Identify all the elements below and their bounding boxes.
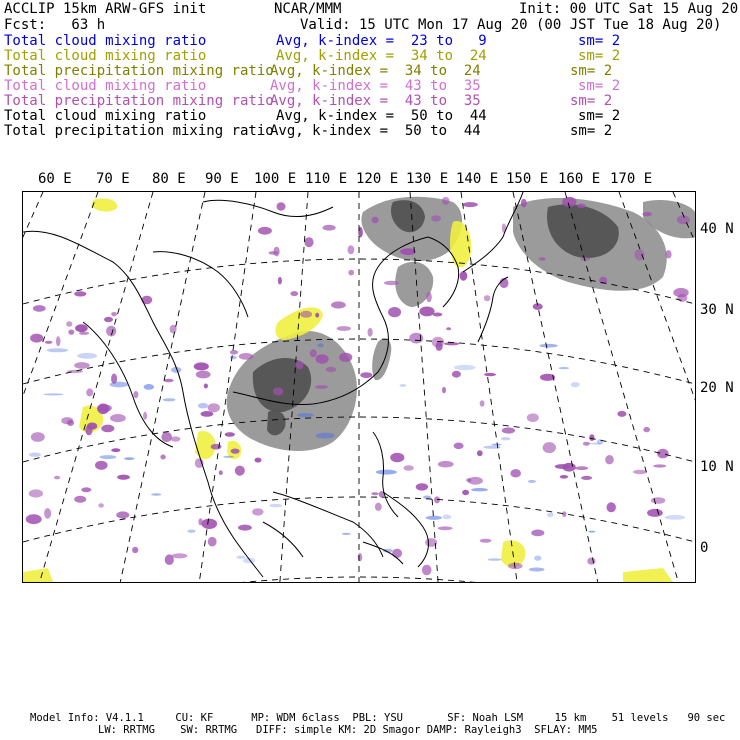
- purple-cell: [416, 483, 428, 490]
- purple-cell: [438, 526, 453, 530]
- purple-cell: [160, 455, 165, 460]
- lon-label: 120 E: [356, 171, 399, 187]
- blue-streak: [547, 513, 554, 518]
- coastline-11: [153, 252, 248, 317]
- purple-cell: [677, 215, 690, 224]
- purple-cell: [211, 444, 222, 450]
- purple-cell: [665, 250, 671, 258]
- purple-cell: [326, 367, 337, 372]
- yellow-patch-5: [91, 198, 117, 211]
- purple-cell: [403, 465, 413, 471]
- purple-cell: [371, 492, 378, 495]
- purple-cell: [111, 312, 117, 316]
- purple-cell: [477, 450, 483, 456]
- legend-sm-6: sm= 2: [570, 123, 613, 139]
- lon-label: 130 E: [406, 171, 449, 187]
- purple-cell: [204, 384, 208, 389]
- purple-cell: [208, 537, 217, 547]
- purple-cell: [647, 509, 663, 517]
- yellow-patch-7: [623, 568, 673, 582]
- blue-streak: [198, 403, 208, 409]
- meridian-line-12: [673, 192, 695, 582]
- purple-cell: [196, 371, 211, 379]
- purple-cell: [531, 530, 544, 537]
- purple-cell: [198, 518, 202, 525]
- blue-streak: [110, 382, 129, 388]
- purple-cell: [208, 403, 220, 412]
- blue-streak: [426, 516, 442, 520]
- purple-cell: [273, 387, 284, 395]
- purple-cell: [315, 385, 328, 389]
- lon-label: 110 E: [305, 171, 348, 187]
- purple-cell: [29, 489, 43, 497]
- blue-streak: [529, 568, 545, 572]
- purple-cell: [502, 427, 515, 433]
- purple-cell: [255, 458, 262, 463]
- purple-cell: [653, 464, 666, 467]
- legend-sm-5: sm= 2: [578, 108, 621, 124]
- init-time: Init: 00 UTC Sat 15 Aug 20: [519, 1, 739, 17]
- blue-streak: [43, 393, 64, 395]
- purple-cell: [45, 341, 53, 344]
- purple-cell: [587, 558, 595, 565]
- purple-cell: [462, 490, 469, 495]
- purple-cell: [560, 475, 568, 479]
- purple-cell: [433, 313, 443, 317]
- blue-streak: [665, 515, 686, 520]
- purple-cell: [642, 212, 652, 216]
- legend-avg-3: Avg, k-index = 43 to 35: [270, 78, 481, 94]
- purple-cell: [274, 247, 280, 257]
- lat-label: 40 N: [700, 221, 734, 237]
- blue-streak: [124, 457, 134, 460]
- purple-cell: [484, 373, 496, 376]
- purple-cell: [68, 330, 74, 335]
- blue-streak: [399, 384, 406, 387]
- blue-streak: [187, 530, 195, 533]
- blue-streak: [316, 433, 335, 439]
- purple-cell: [358, 553, 363, 561]
- purple-cell: [562, 511, 566, 517]
- purple-cell: [79, 332, 89, 335]
- blue-streak: [442, 515, 451, 520]
- purple-cell: [583, 442, 590, 446]
- blue-streak: [47, 348, 69, 352]
- purple-cell: [101, 425, 114, 433]
- blue-streak: [151, 493, 161, 495]
- legend-field-2: Total precipitation mixing ratio: [4, 63, 274, 79]
- purple-cell: [442, 387, 446, 393]
- purple-cell: [258, 227, 272, 235]
- purple-cell: [31, 432, 45, 442]
- purple-cell: [392, 549, 402, 558]
- purple-cell: [575, 466, 588, 470]
- purple-cell: [419, 307, 434, 317]
- purple-cell: [442, 197, 450, 205]
- legend-field-5: Total cloud mixing ratio: [4, 108, 207, 124]
- purple-cell: [510, 469, 521, 477]
- coastline-10: [203, 200, 333, 216]
- purple-cell: [238, 525, 252, 531]
- lat-label: 0: [700, 540, 709, 556]
- purple-cell: [310, 349, 317, 357]
- purple-cell: [225, 432, 235, 437]
- legend-sm-2: sm= 2: [570, 63, 613, 79]
- purple-cell: [431, 215, 441, 221]
- coastline-12: [263, 522, 303, 557]
- purple-cell: [589, 434, 594, 441]
- purple-cell: [577, 204, 586, 208]
- purple-cell: [95, 461, 108, 470]
- blue-streak: [317, 343, 323, 347]
- purple-cell: [480, 539, 492, 543]
- purple-cell: [219, 470, 223, 475]
- valid-time: Valid: 15 UTC Mon 17 Aug 20 (00 JST Tue 18 Aug 20): [300, 17, 722, 33]
- purple-cell: [422, 565, 432, 576]
- purple-cell: [117, 475, 130, 480]
- purple-cell: [132, 547, 138, 553]
- purple-cell: [643, 427, 650, 432]
- model-info-line1: Model Info: V4.1.1 CU: KF MP: WDM 6class PBL: YSU SF: Noah LSM 15 km 51 levels 90 sec: [30, 712, 726, 724]
- purple-cell: [252, 508, 263, 515]
- blue-streak: [144, 384, 154, 390]
- model-info-line2: LW: RRTMG SW: RRTMG DIFF: simple KM: 2D Smagor DAMP: Rayleigh3 SFLAY: MM5: [98, 724, 598, 736]
- purple-cell: [466, 478, 471, 482]
- legend-sm-1: sm= 2: [578, 48, 621, 64]
- purple-cell: [296, 361, 304, 370]
- meridian-line-3: [120, 192, 205, 582]
- purple-cell: [75, 324, 88, 332]
- forecast-hour: Fcst: 63 h: [4, 17, 106, 33]
- purple-cell: [143, 412, 147, 420]
- blue-streak: [236, 556, 245, 559]
- purple-cell: [339, 353, 352, 362]
- purple-cell: [581, 476, 592, 480]
- blue-streak: [471, 488, 488, 491]
- purple-cell: [508, 563, 523, 569]
- purple-cell: [657, 449, 669, 459]
- blue-streak: [29, 453, 41, 457]
- purple-cell: [116, 511, 129, 518]
- lon-label: 170 E: [610, 171, 653, 187]
- blue-streak: [534, 556, 541, 561]
- lon-label: 60 E: [38, 171, 72, 187]
- legend-avg-4: Avg, k-index = 43 to 35: [270, 93, 481, 109]
- lon-label: 140 E: [456, 171, 499, 187]
- blue-streak: [342, 533, 351, 535]
- purple-cell: [348, 245, 355, 254]
- purple-cell: [74, 362, 90, 369]
- purple-cell: [172, 553, 188, 558]
- purple-cell: [543, 442, 556, 453]
- purple-cell: [230, 350, 238, 355]
- blue-streak: [100, 455, 117, 459]
- purple-cell: [141, 296, 152, 305]
- yellow-patch-6: [23, 568, 53, 582]
- purple-cell: [360, 372, 372, 378]
- yellow-patch-1: [450, 221, 471, 267]
- purple-cell: [527, 413, 539, 422]
- weather-map: [22, 191, 696, 583]
- purple-cell: [104, 317, 113, 322]
- blue-streak: [539, 344, 557, 348]
- blue-streak: [230, 356, 237, 359]
- purple-cell: [460, 271, 468, 281]
- purple-cell: [463, 202, 478, 207]
- coastline-0: [23, 231, 208, 482]
- purple-cell: [98, 503, 104, 507]
- blue-streak: [163, 398, 176, 401]
- purple-cell: [235, 466, 245, 476]
- purple-cell: [56, 336, 61, 346]
- purple-cell: [290, 291, 298, 296]
- purple-cell: [388, 307, 401, 317]
- blue-streak: [297, 413, 314, 417]
- blue-streak: [223, 456, 234, 458]
- purple-cell: [165, 554, 174, 565]
- purple-cell: [231, 449, 240, 454]
- purple-cell: [539, 257, 546, 260]
- legend-field-4: Total precipitation mixing ratio: [4, 93, 274, 109]
- purple-cell: [337, 326, 351, 331]
- purple-cell: [239, 353, 254, 360]
- blue-streak: [501, 437, 511, 440]
- blue-streak: [488, 558, 502, 560]
- purple-cell: [110, 414, 126, 422]
- purple-cell: [86, 388, 93, 396]
- legend-sm-3: sm= 2: [578, 78, 621, 94]
- meridian-line-8: [461, 192, 517, 582]
- purple-cell: [480, 400, 485, 406]
- purple-cell: [409, 333, 423, 344]
- legend-avg-0: Avg, k-index = 23 to 9: [276, 33, 487, 49]
- lat-label: 30 N: [700, 302, 734, 318]
- coastline-1: [208, 482, 263, 577]
- legend-avg-6: Avg, k-index = 50 to 44: [270, 123, 481, 139]
- purple-cell: [316, 354, 329, 364]
- purple-cell: [66, 321, 72, 327]
- purple-cell: [331, 301, 346, 308]
- purple-cell: [194, 362, 209, 370]
- lon-label: 80 E: [152, 171, 186, 187]
- purple-cell: [484, 295, 491, 301]
- purple-cell: [33, 305, 46, 312]
- purple-cell: [133, 391, 138, 398]
- purple-cell: [375, 503, 382, 511]
- purple-cell: [390, 453, 404, 462]
- purple-cell: [74, 496, 86, 503]
- blue-streak: [528, 480, 536, 483]
- purple-cell: [372, 217, 379, 224]
- lon-label: 90 E: [205, 171, 239, 187]
- purple-cell: [368, 328, 373, 337]
- blue-streak: [571, 382, 580, 387]
- blue-streak: [590, 443, 602, 445]
- purple-cell: [617, 411, 626, 417]
- blue-streak: [376, 470, 397, 475]
- blue-streak: [454, 365, 476, 370]
- blue-streak: [558, 367, 569, 369]
- purple-cell: [164, 379, 174, 383]
- legend-sm-0: sm= 2: [578, 33, 621, 49]
- lon-label: 160 E: [558, 171, 601, 187]
- blue-streak: [269, 504, 282, 507]
- purple-cell: [26, 514, 42, 524]
- purple-cell: [30, 334, 43, 343]
- blue-streak: [491, 444, 501, 446]
- purple-cell: [452, 371, 461, 378]
- purple-cell: [677, 294, 687, 302]
- purple-cell: [400, 248, 416, 255]
- legend-field-6: Total precipitation mixing ratio: [4, 123, 274, 139]
- purple-cell: [651, 497, 665, 504]
- lat-label: 10 N: [700, 459, 734, 475]
- legend-avg-2: Avg, k-index = 34 to 24: [270, 63, 481, 79]
- purple-cell: [171, 436, 181, 441]
- model-title: ACCLIP 15km ARW-GFS init: [4, 1, 207, 17]
- lon-label: 70 E: [96, 171, 130, 187]
- coastline-8: [383, 492, 428, 567]
- purple-cell: [74, 291, 86, 296]
- blue-streak: [423, 496, 431, 499]
- purple-cell: [81, 487, 91, 492]
- purple-cell: [111, 448, 120, 452]
- purple-cell: [61, 417, 73, 424]
- purple-cell: [438, 461, 454, 468]
- purple-cell: [426, 292, 432, 302]
- purple-cell: [44, 508, 51, 519]
- organization-label: NCAR/MMM: [274, 1, 342, 17]
- purple-cell: [97, 404, 112, 411]
- purple-cell: [304, 237, 313, 247]
- purple-cell: [605, 455, 614, 464]
- meridian-line-2: [40, 192, 153, 582]
- purple-cell: [607, 502, 616, 512]
- purple-cell: [202, 519, 218, 529]
- purple-cell: [277, 202, 286, 210]
- purple-cell: [54, 476, 60, 480]
- legend-field-0: Total cloud mixing ratio: [4, 33, 207, 49]
- lat-label: 20 N: [700, 380, 734, 396]
- blue-streak: [588, 531, 595, 533]
- purple-cell: [315, 313, 319, 318]
- purple-cell: [633, 470, 647, 474]
- coastline-9: [273, 492, 383, 557]
- purple-cell: [278, 277, 282, 285]
- purple-cell: [436, 342, 443, 351]
- lon-label: 100 E: [254, 171, 297, 187]
- purple-cell: [446, 327, 451, 330]
- legend-field-1: Total cloud mixing ratio: [4, 48, 207, 64]
- lon-label: 150 E: [506, 171, 549, 187]
- purple-cell: [300, 311, 312, 318]
- legend-avg-5: Avg, k-index = 50 to 44: [276, 108, 487, 124]
- purple-cell: [521, 199, 527, 208]
- cloud-mixing-ratio-map: [23, 192, 695, 582]
- purple-cell: [348, 270, 354, 276]
- purple-cell: [85, 425, 92, 435]
- blue-streak: [77, 353, 97, 359]
- purple-cell: [161, 432, 172, 442]
- purple-cell: [454, 443, 464, 450]
- legend-avg-1: Avg, k-index = 34 to 24: [276, 48, 487, 64]
- legend-field-3: Total cloud mixing ratio: [4, 78, 207, 94]
- legend-sm-4: sm= 2: [570, 93, 613, 109]
- purple-cell: [323, 225, 336, 231]
- purple-cell: [384, 281, 399, 285]
- purple-cell: [555, 464, 571, 469]
